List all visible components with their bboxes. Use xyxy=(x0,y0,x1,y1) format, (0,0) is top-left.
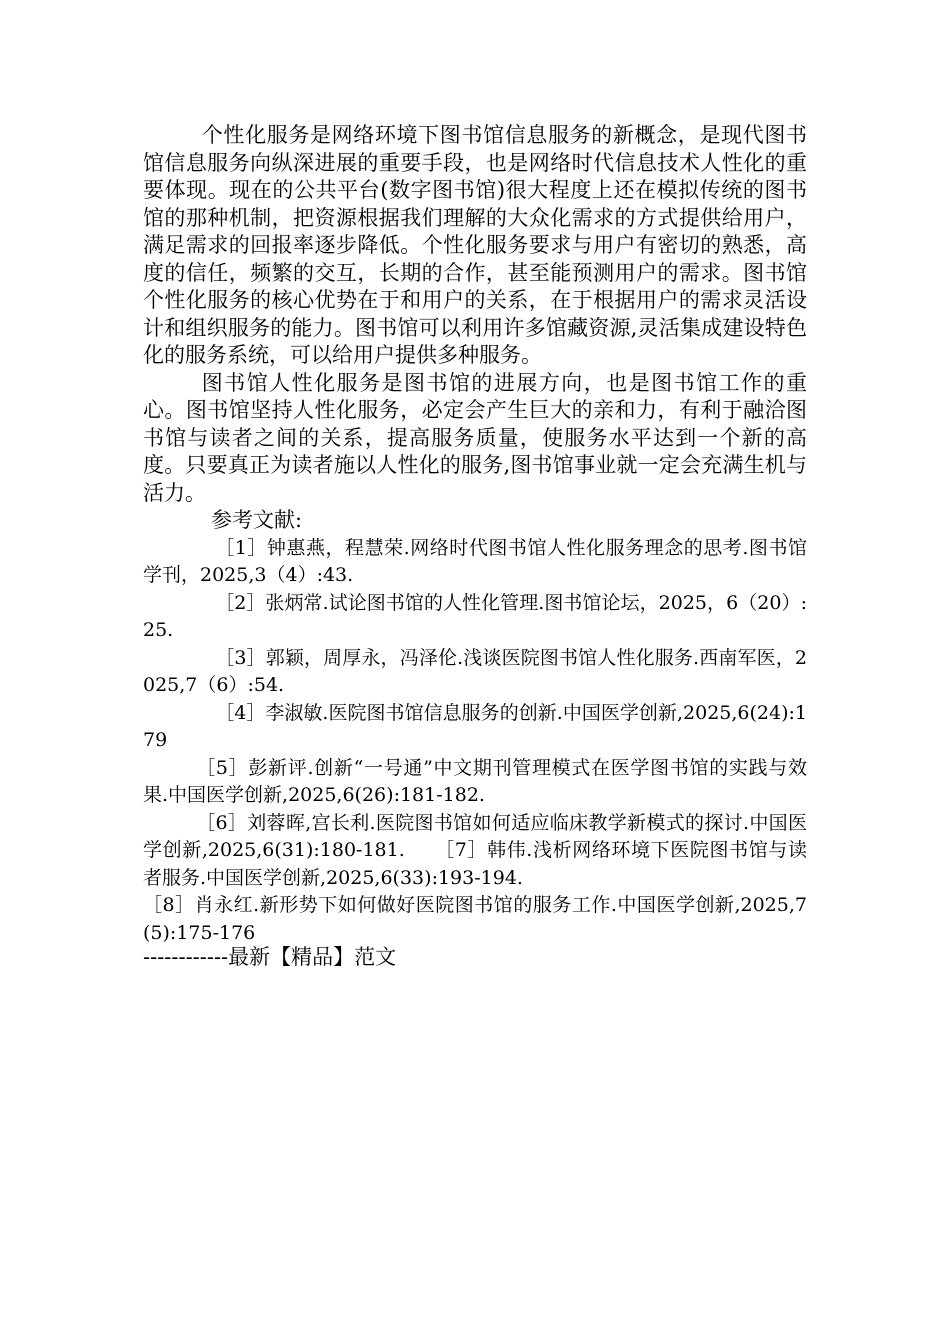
document-body xyxy=(143,122,807,947)
reference-item-1: ［1］钟惠燕，程慧荣.网络时代图书馆人性化服务理念的思考.图书馆学刊，2025,3（4）:43. xyxy=(143,536,807,586)
body-paragraph-humanized-service: 图书馆人性化服务是图书馆的进展方向，也是图书馆工作的重心。图书馆坚持人性化服务，必定会产生巨大的亲和力，有利于融洽图书馆与读者之间的关系，提高服务质量，使服务水平达到一个新的高度。只要真正为读者施以人性化的服务,图书馆事业就一定会充满生机与活力。 xyxy=(143,370,807,505)
reference-item-3: ［3］郭颖，周厚永，冯泽伦.浅谈医院图书馆人性化服务.西南军医，2025,7（6）:54. xyxy=(143,646,807,696)
body-paragraph-personalized-service: 个性化服务是网络环境下图书馆信息服务的新概念，是现代图书馆信息服务向纵深进展的重要手段，也是网络时代信息技术人性化的重要体现。现在的公共平台(数字图书馆)很大程度上还在模拟传统的图书馆的那种机制，把资源根据我们理解的大众化需求的方式提供给用户，满足需求的回报率逐步降低。个性化服务要求与用户有密切的熟悉，高度的信任，频繁的交互，长期的合作，甚至能预测用户的需求。图书馆个性化服务的核心优势在于和用户的关系，在于根据用户的需求灵活设计和组织服务的能力。图书馆可以利用许多馆藏资源,灵活集成建设特色化的服务系统，可以给用户提供多种服务。 xyxy=(143,123,807,367)
reference-item-6-7: ［6］刘蓉晖,宫长利.医院图书馆如何适应临床教学新模式的探讨.中国医学创新,2025,6(31):180-181. ［7］韩伟.浅析网络环境下医院图书馆与读者服务.中国医学创新,2025,6(33):193-194. xyxy=(143,811,807,889)
reference-item-4: ［4］李淑敏.医院图书馆信息服务的创新.中国医学创新,2025,6(24):179 xyxy=(143,701,807,751)
reference-item-8: ［8］肖永红.新形势下如何做好医院图书馆的服务工作.中国医学创新,2025,7(5):175-176 xyxy=(143,894,807,944)
reference-item-5: ［5］彭新评.创新“一号通”中文期刊管理模式在医学图书馆的实践与效果.中国医学创新,2025,6(26):181-182. xyxy=(143,756,807,806)
references-list xyxy=(143,535,807,948)
footer-label: ------------最新【精品】范文 xyxy=(143,945,397,969)
references-title: 参考文献: xyxy=(211,508,303,532)
reference-item-2: ［2］张炳常.试论图书馆的人性化管理.图书馆论坛，2025，6（20）:25. xyxy=(143,591,807,641)
